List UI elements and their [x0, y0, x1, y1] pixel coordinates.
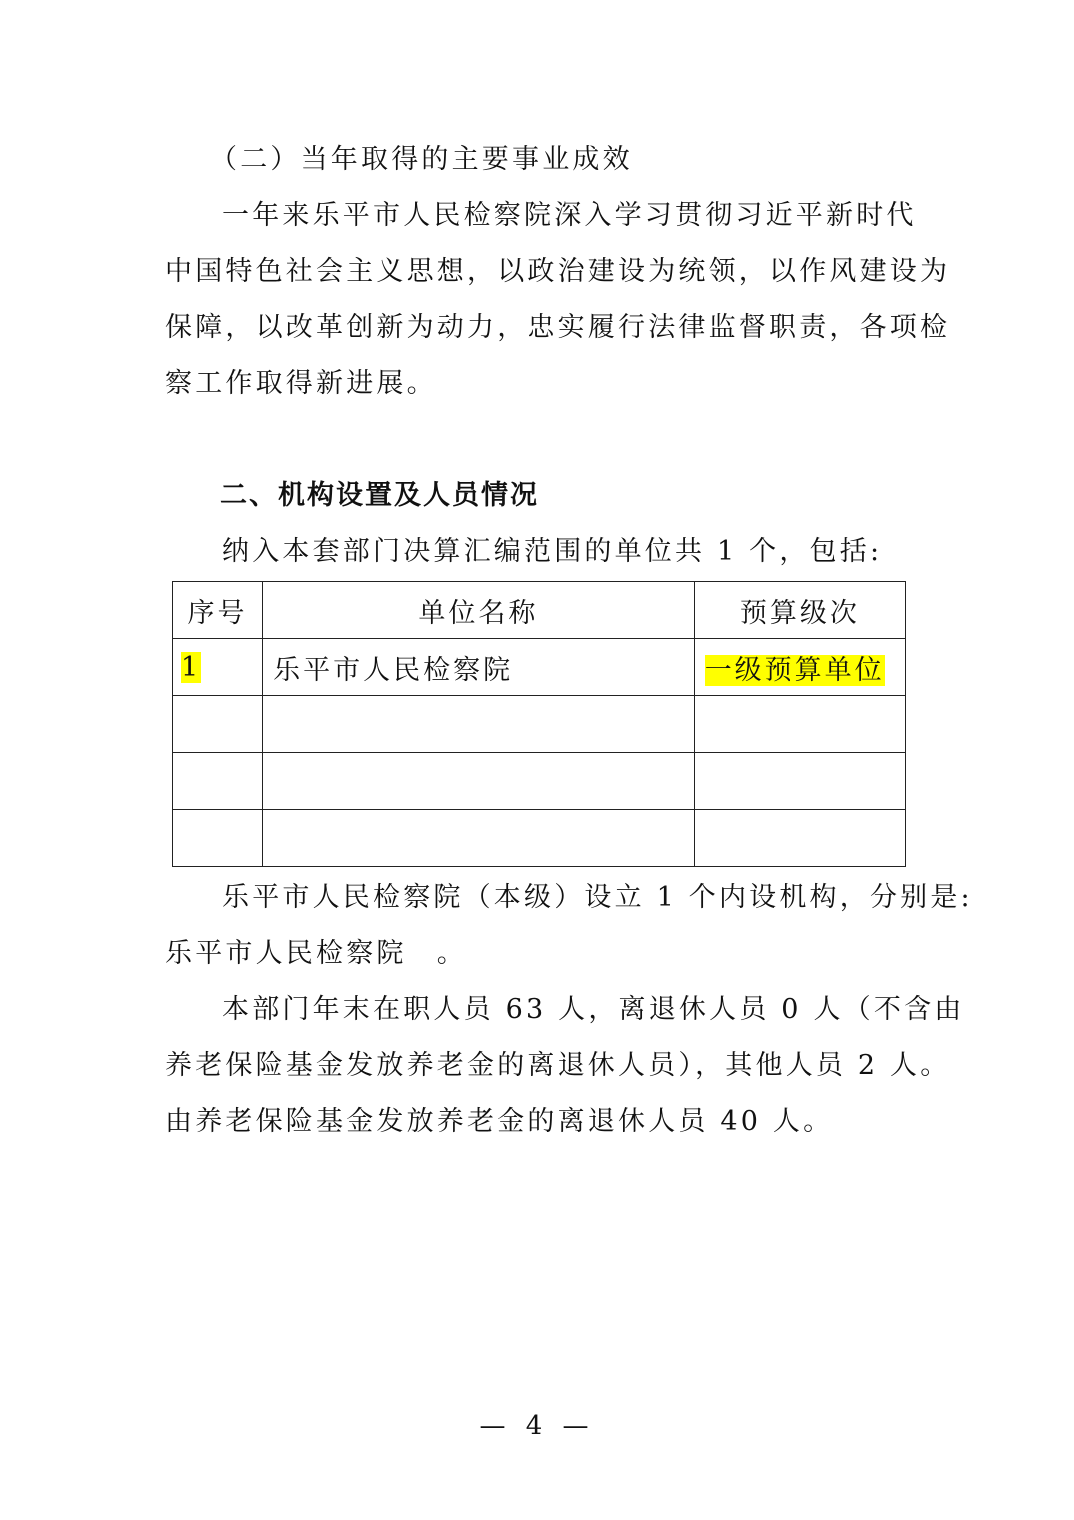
cell-seq: [173, 753, 263, 810]
units-table: [172, 581, 906, 867]
units-intro: 纳入本套部门决算汇编范围的单位共 1 个，包括:: [222, 536, 883, 567]
paragraph-line: 乐平市人民检察院 。: [165, 938, 467, 969]
paragraph-line: 察工作取得新进展。: [165, 368, 437, 399]
paragraph-line: 乐平市人民检察院（本级）设立 1 个内设机构，分别是:: [222, 882, 973, 913]
header-seq: 序号: [173, 582, 263, 639]
section-heading-organization: 二、机构设置及人员情况: [220, 480, 539, 511]
paragraph-line: 由养老保险基金发放养老金的离退休人员 40 人。: [165, 1106, 834, 1137]
cell-seq: [173, 696, 263, 753]
paragraph-line: 保障，以改革创新为动力，忠实履行法律监督职责，各项检: [165, 312, 951, 343]
table-row: [173, 639, 906, 696]
cell-budget-level: [694, 810, 905, 867]
cell-budget-level: [694, 696, 905, 753]
cell-budget-level: [694, 639, 905, 696]
cell-budget-level: [694, 753, 905, 810]
cell-unit-name: 乐平市人民检察院: [263, 639, 695, 696]
paragraph-line: 中国特色社会主义思想，以政治建设为统领，以作风建设为: [165, 256, 951, 287]
table-row: [173, 753, 906, 810]
paragraph-line: 本部门年末在职人员 63 人，离退休人员 0 人（不含由: [222, 994, 965, 1025]
sub-heading-achievements: （二）当年取得的主要事业成效: [210, 144, 633, 175]
header-budget-level: 预算级次: [694, 582, 905, 639]
highlighted-budget-level: 一级预算单位: [704, 654, 885, 686]
table-row: [173, 810, 906, 867]
table-header-row: [173, 582, 906, 639]
cell-seq: [173, 639, 263, 696]
cell-unit-name: [263, 696, 695, 753]
paragraph-line: 一年来乐平市人民检察院深入学习贯彻习近平新时代: [222, 200, 917, 231]
cell-seq: [173, 810, 263, 867]
page-number: — 4 —: [479, 1411, 595, 1441]
paragraph-line: 养老保险基金发放养老金的离退休人员），其他人员 2 人。: [165, 1050, 951, 1081]
cell-unit-name: [263, 810, 695, 867]
cell-unit-name: [263, 753, 695, 810]
highlighted-seq: 1: [181, 651, 202, 683]
table-row: [173, 696, 906, 753]
header-unit-name: 单位名称: [263, 582, 695, 639]
